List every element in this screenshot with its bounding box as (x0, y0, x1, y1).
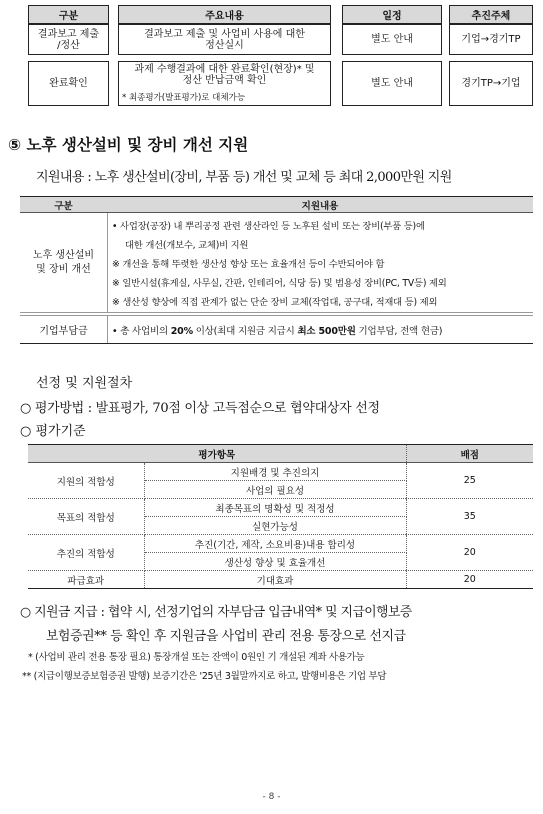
table1-row2-owner: 경기TP→기업 (449, 61, 533, 106)
table1-row1-owner: 기업→경기TP (449, 24, 533, 55)
selection-heading: 선정 및 지원절차 (36, 376, 133, 391)
table1-row2-content-line1: 과제 수행결과에 대한 완료확인(현장)* 및 (134, 64, 315, 75)
table2-row2-text-b: 20% (170, 326, 193, 337)
table2-row1-line3: ※ 개선을 통해 뚜렷한 생산성 향상 또는 효율개선 등이 수반되어야 함 (112, 259, 385, 270)
payment-note1: * (사업비 관리 전용 통장 필요) 통장개설 또는 잔액이 0원인 기 개설된 계좌 사용가능 (28, 652, 365, 663)
table1-row1-schedule: 별도 안내 (342, 24, 442, 55)
table3-item-4a: 기대효과 (144, 571, 406, 589)
table1-row1-category-line2: /정산 (57, 39, 80, 51)
table2-row2-text-c: 이상(최대 지원금 지급시 (192, 326, 298, 337)
section-title-text: 노후 생산설비 및 장비 개선 지원 (26, 136, 249, 154)
table1-row2-content-note: * 최종평가(발표평가)로 대체가능 (122, 93, 246, 103)
table3-item-3a: 추진(기간, 제작, 소요비용)내용 합리성 (144, 535, 406, 553)
table2-header (20, 197, 533, 212)
table3-item-3b: 생산성 향상 및 효율개선 (144, 553, 406, 571)
table2-row1-content (112, 217, 532, 312)
table2-row1-line4: ※ 일반시설(휴게실, 사무실, 간판, 인테리어, 식당 등) 및 범용성 장비(PC, TV등) 제외 (112, 278, 447, 289)
table2-row1-line5: ※ 생산성 향상에 직접 관계가 없는 단순 장비 교체(작업대, 공구대, 적재대 등) 제외 (112, 297, 438, 308)
selection-criteria: ○ 평가기준 (20, 424, 86, 439)
table2-row1-line2: 대한 개선(개보수, 교체)비 지원 (125, 240, 249, 251)
table1-row1-content-line2: 정산실시 (205, 39, 244, 51)
table1-header-category: 구분 (28, 5, 109, 24)
table1-header-owner: 추진주체 (449, 5, 533, 24)
table3-item-2a: 최종목표의 명확성 및 적정성 (144, 499, 406, 517)
page-number: - 8 - (262, 792, 281, 802)
table1-row2-schedule: 별도 안내 (342, 61, 442, 106)
table3-item-1b: 사업의 필요성 (144, 481, 406, 499)
support-content: 지원내용 : 노후 생산설비(장비, 부품 등) 개선 및 교체 등 최대 2,000만원 지원 (36, 170, 452, 185)
table-row (28, 571, 533, 589)
table2-row1-label (20, 213, 108, 312)
table2-row1-label-line1: 노후 생산설비 (32, 249, 95, 261)
evaluation-table (28, 445, 533, 589)
table2-header-category: 구분 (54, 200, 73, 212)
table-row (28, 535, 533, 553)
table2-row2-text-d: 최소 500만원 (297, 326, 356, 337)
table-row (28, 463, 533, 481)
payment-note2: ** (지급이행보증보험증권 발행) 보증기간은 '25년 3월말까지로 하고, 발행비용은 기업 부담 (22, 671, 387, 682)
table1-row1-category (28, 24, 109, 55)
table1-row1-content-line1: 결과보고 제출 및 사업비 사용에 대한 (144, 28, 305, 40)
table2-row2-content (112, 323, 442, 337)
table2-row1-label-line2: 및 장비 개선 (36, 263, 91, 275)
table2-row2-label: 기업부담금 (20, 316, 108, 343)
payment-line1: ○ 지원금 지급 : 협약 시, 선정기업의 자부담금 입금내역* 및 지급이행보증 (20, 605, 412, 620)
table3-header-row (28, 445, 533, 463)
table2-row2-text-e: 기업부담, 전액 현금) (355, 326, 443, 337)
table1-row1-category-line1: 결과보고 제출 (37, 28, 100, 40)
table3-item-1a: 지원배경 및 추진의지 (144, 463, 406, 481)
table3-header-score: 배점 (406, 445, 533, 463)
table2-header-content: 지원내용 (301, 200, 339, 212)
table3-score-1: 25 (406, 463, 533, 499)
section-number: ⑤ (8, 136, 22, 154)
table2-row-divider (20, 312, 533, 313)
table1-header-content: 주요내용 (118, 5, 331, 24)
table1-row2-category: 완료확인 (28, 61, 109, 106)
table2-row2-text-a: • 총 사업비의 (112, 326, 171, 337)
selection-method: ○ 평가방법 : 발표평가, 70점 이상 고득점순으로 협약대상자 선정 (20, 401, 380, 416)
table3-score-2: 35 (406, 499, 533, 535)
table3-header-item: 평가항목 (28, 445, 406, 463)
section-title (8, 133, 248, 155)
table3-group-1: 지원의 적합성 (28, 463, 144, 499)
table1-row2-content (118, 61, 331, 106)
table3-score-4: 20 (406, 571, 533, 589)
table1-row2-content-line2: 정산 반납금액 확인 (182, 75, 267, 86)
table1-header-schedule: 일정 (342, 5, 442, 24)
payment-line2: 보험증권** 등 확인 후 지원금을 사업비 관리 전용 통장으로 선지급 (46, 629, 406, 644)
table3-score-3: 20 (406, 535, 533, 571)
table3-item-2b: 실현가능성 (144, 517, 406, 535)
table-row (28, 499, 533, 517)
table2-row1-line1: • 사업장(공장) 내 뿌리공정 관련 생산라인 등 노후된 설비 또는 장비(부품 등)에 (112, 221, 425, 232)
table1-row1-content (118, 24, 331, 55)
table3-group-4: 파급효과 (28, 571, 144, 589)
table3-group-2: 목표의 적합성 (28, 499, 144, 535)
table3-group-3: 추진의 적합성 (28, 535, 144, 571)
table2-bottom-rule (20, 343, 533, 344)
